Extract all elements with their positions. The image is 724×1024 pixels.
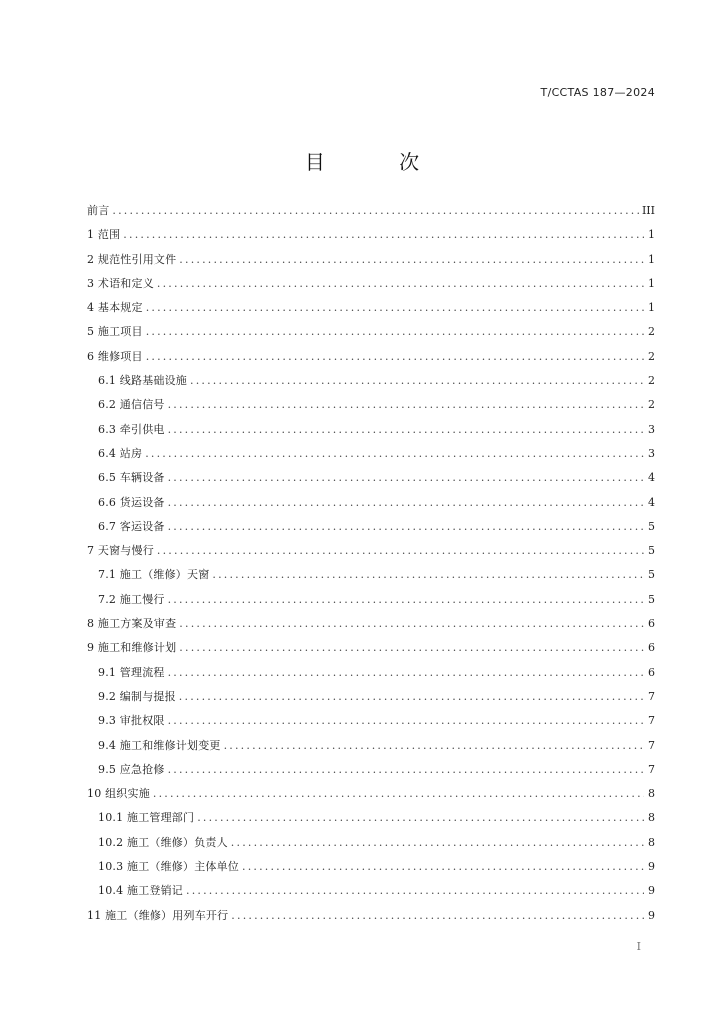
toc-entry-page: 8 — [648, 835, 655, 849]
toc-leader-dots — [168, 588, 644, 612]
toc-entry-label: 5 施工项目 — [87, 325, 143, 339]
toc-entry-label: 10 组织实施 — [87, 787, 150, 801]
toc-entry[interactable] — [87, 223, 655, 247]
toc-leader-dots — [168, 758, 644, 782]
toc-entry[interactable] — [87, 393, 655, 417]
toc-entry[interactable] — [87, 345, 655, 369]
toc-entry-label: 6 维修项目 — [87, 349, 143, 363]
toc-entry[interactable] — [87, 831, 655, 855]
toc-entry-label: 10.2 施工（维修）负责人 — [98, 835, 228, 849]
toc-leader-dots — [179, 612, 644, 636]
toc-leader-dots — [231, 904, 644, 928]
toc-entry-page: 9 — [648, 884, 655, 898]
toc-entry-page: 1 — [648, 228, 655, 242]
toc-leader-dots — [112, 199, 639, 223]
toc-entry[interactable] — [87, 612, 655, 636]
toc-entry-page: 4 — [648, 471, 655, 485]
toc-entry-page: 1 — [648, 276, 655, 290]
toc-leader-dots — [168, 418, 644, 442]
toc-entry-page: 6 — [648, 665, 655, 679]
toc-entry[interactable] — [87, 661, 655, 685]
toc-entry-label: 10.4 施工登销记 — [98, 884, 183, 898]
toc-leader-dots — [157, 539, 644, 563]
toc-entry[interactable] — [87, 418, 655, 442]
toc-entry-page: 9 — [648, 860, 655, 874]
toc-leader-dots — [146, 296, 644, 320]
toc-entry-label: 前言 — [87, 204, 110, 217]
toc-entry-page: 9 — [648, 908, 655, 922]
toc-entry-label: 9.5 应急抢修 — [98, 762, 165, 776]
toc-entry-page: III — [641, 204, 655, 217]
toc-entry-label: 9.1 管理流程 — [98, 665, 165, 679]
toc-leader-dots — [168, 515, 644, 539]
toc-leader-dots — [231, 831, 644, 855]
toc-leader-dots — [224, 734, 644, 758]
toc-entry-page: 7 — [648, 689, 655, 703]
toc-entry-label: 9.3 审批权限 — [98, 714, 165, 728]
toc-leader-dots — [153, 782, 644, 806]
page-title: 目 次 — [304, 150, 454, 174]
toc-entry-label: 10.1 施工管理部门 — [98, 811, 195, 825]
toc-entry[interactable] — [87, 685, 655, 709]
toc-entry-page: 2 — [648, 374, 655, 388]
toc-leader-dots — [157, 272, 644, 296]
toc-entry[interactable] — [87, 491, 655, 515]
toc-entry[interactable] — [87, 588, 655, 612]
toc-entry[interactable] — [87, 272, 655, 296]
toc-entry[interactable] — [87, 515, 655, 539]
toc-entry-label: 3 术语和定义 — [87, 276, 154, 290]
toc-entry[interactable] — [87, 782, 655, 806]
toc-leader-dots — [123, 223, 644, 247]
toc-entry-label: 6.6 货运设备 — [98, 495, 165, 509]
toc-entry-label: 8 施工方案及审查 — [87, 617, 177, 631]
toc-entry[interactable] — [87, 855, 655, 879]
toc-entry-label: 1 范围 — [87, 228, 121, 242]
toc-entry-label: 6.3 牵引供电 — [98, 422, 165, 436]
toc-leader-dots — [168, 466, 644, 490]
toc-leader-dots — [168, 393, 644, 417]
page-number: I — [636, 940, 641, 953]
toc-entry[interactable] — [87, 758, 655, 782]
toc-entry-label: 7 天窗与慢行 — [87, 544, 154, 558]
toc-entry-label: 4 基本规定 — [87, 301, 143, 315]
toc-entry[interactable] — [87, 563, 655, 587]
toc-leader-dots — [168, 491, 644, 515]
toc-leader-dots — [212, 563, 644, 587]
toc-entry-page: 4 — [648, 495, 655, 509]
toc-entry[interactable] — [87, 904, 655, 928]
toc-leader-dots — [168, 709, 644, 733]
toc-entry[interactable] — [87, 442, 655, 466]
toc-entry-page: 5 — [648, 519, 655, 533]
toc-entry[interactable] — [87, 709, 655, 733]
toc-entry[interactable] — [87, 539, 655, 563]
toc-entry-page: 1 — [648, 252, 655, 266]
toc-entry-page: 5 — [648, 568, 655, 582]
toc-entry-page: 7 — [648, 714, 655, 728]
toc-entry-page: 7 — [648, 738, 655, 752]
toc-entry-label: 6.1 线路基础设施 — [98, 374, 187, 388]
toc-entry-page: 2 — [648, 325, 655, 339]
toc-leader-dots — [146, 345, 644, 369]
toc-entry[interactable] — [87, 320, 655, 344]
toc-leader-dots — [179, 636, 644, 660]
toc-entry[interactable] — [87, 734, 655, 758]
toc-entry-label: 6.4 站房 — [98, 446, 143, 460]
toc-leader-dots — [242, 855, 644, 879]
toc-entry[interactable] — [87, 369, 655, 393]
toc-entry[interactable] — [87, 296, 655, 320]
toc-entry-page: 1 — [648, 301, 655, 315]
toc-entry[interactable] — [87, 248, 655, 272]
toc-leader-dots — [146, 320, 644, 344]
toc-entry-label: 9 施工和维修计划 — [87, 641, 177, 655]
toc-entry-page: 7 — [648, 762, 655, 776]
toc-entry-label: 6.5 车辆设备 — [98, 471, 165, 485]
toc-entry-page: 8 — [648, 787, 655, 801]
toc-entry-page: 3 — [648, 446, 655, 460]
toc-entry-page: 5 — [648, 544, 655, 558]
toc-entry-page: 6 — [648, 641, 655, 655]
toc-entry-page: 3 — [648, 422, 655, 436]
toc-leader-dots — [179, 685, 644, 709]
document-id: T/CCTAS 187—2024 — [540, 86, 655, 99]
toc-entry-page: 2 — [648, 398, 655, 412]
toc-entry[interactable] — [87, 199, 655, 223]
toc-entry[interactable] — [87, 806, 655, 830]
toc-entry-page: 6 — [648, 617, 655, 631]
toc-entry[interactable] — [87, 466, 655, 490]
toc-leader-dots — [179, 248, 644, 272]
toc-entry-label: 6.2 通信信号 — [98, 398, 165, 412]
table-of-contents — [87, 199, 655, 928]
toc-leader-dots — [190, 369, 644, 393]
toc-entry-label: 7.2 施工慢行 — [98, 592, 165, 606]
toc-entry[interactable] — [87, 879, 655, 903]
toc-leader-dots — [197, 806, 644, 830]
toc-entry-page: 2 — [648, 349, 655, 363]
toc-entry-label: 6.7 客运设备 — [98, 519, 165, 533]
toc-entry-label: 11 施工（维修）用列车开行 — [87, 908, 229, 922]
toc-entry-label: 9.2 编制与提报 — [98, 689, 176, 703]
toc-leader-dots — [186, 879, 644, 903]
toc-entry-label: 7.1 施工（维修）天窗 — [98, 568, 210, 582]
toc-entry-label: 10.3 施工（维修）主体单位 — [98, 860, 239, 874]
toc-entry-page: 5 — [648, 592, 655, 606]
toc-entry[interactable] — [87, 636, 655, 660]
toc-leader-dots — [168, 661, 644, 685]
toc-entry-label: 2 规范性引用文件 — [87, 252, 177, 266]
toc-entry-page: 8 — [648, 811, 655, 825]
toc-leader-dots — [145, 442, 644, 466]
toc-entry-label: 9.4 施工和维修计划变更 — [98, 738, 221, 752]
